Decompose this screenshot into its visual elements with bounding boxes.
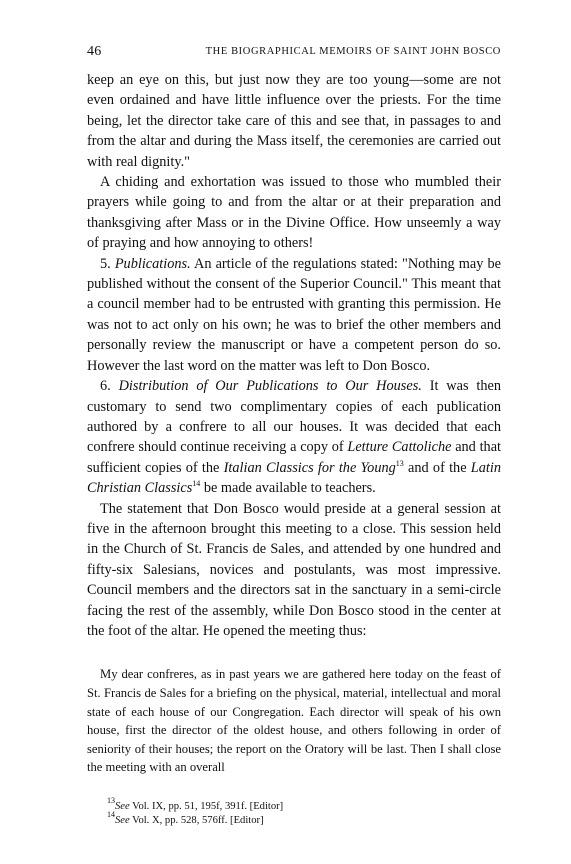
running-title: THE BIOGRAPHICAL MEMOIRS OF SAINT JOHN BOSCO xyxy=(205,46,501,57)
text-run: A chiding and exhortation was issued to those who mumbled their prayers while going to and from the altar or at their preparation and thanksgiving after Mass or in the Divine Office. How unseemly a way of praying and how annoying to others! xyxy=(87,174,501,252)
text-run: and that sufficient copies of the xyxy=(87,439,502,476)
text-run: 6. xyxy=(100,378,119,395)
text-run: It was then customary to send two complimentary copies of each publication authored by a confrere to all our houses. It was decided that each confrere should continue receiving a copy of xyxy=(87,378,501,456)
footnotes xyxy=(87,795,501,828)
paragraph xyxy=(87,499,501,642)
footnote-see: See xyxy=(115,800,130,812)
italic-text: Latin Christian Classics xyxy=(87,459,501,497)
quote-text: My dear confreres, as in past years we are gathered here today on the feast of St. Francis de Sales for a briefing on the physical, material, intellectual and moral state of each house of our Congregation. Each director will speak of his own house, first the director of the oldest house, and others following in order of seniority of their houses; the report on the Oratory will be last. Then I shall close the meeting with an overall xyxy=(87,667,501,775)
book-page xyxy=(87,44,501,828)
paragraph xyxy=(87,172,501,254)
paragraph xyxy=(87,376,501,498)
italic-text: Italian Classics for the Young xyxy=(223,459,396,476)
paragraph xyxy=(87,70,501,172)
footnote-text: Vol. X, pp. 528, 576ff. [Editor] xyxy=(129,814,264,826)
italic-text: Letture Cattoliche xyxy=(347,439,452,456)
footnote xyxy=(107,809,501,828)
text-run: be made available to teachers. xyxy=(200,480,376,497)
footnote-number: 13 xyxy=(107,795,115,805)
text-run: and of the xyxy=(403,459,471,476)
text-run: An article of the regulations stated: "Nothing may be published without the consent of the Superior Council." This meant that a council member had to be entrusted with granting this permission. He was not to act only on his own; he was to brief the other members and personally review the manuscript or have a competent person do so. However the last word on the matter was left to Don Bosco. xyxy=(87,255,501,374)
footnote xyxy=(107,795,501,814)
footnote-see: See xyxy=(115,814,130,826)
text-run: keep an eye on this, but just now they are too young—some are not even ordained and have little influence over the priests. For the time being, let the director take care of this and see that, in passages to and from the altar and during the Mass itself, the ceremonies are carried out with real dignity." xyxy=(87,72,501,170)
body-text xyxy=(87,70,501,641)
footnote-text: Vol. IX, pp. 51, 195f, 391f. [Editor] xyxy=(129,800,284,812)
block-quote xyxy=(87,665,501,777)
text-run: 5. xyxy=(100,255,115,272)
italic-text: Publications. xyxy=(114,255,191,272)
italic-text: Distribution of Our Publications to Our Houses. xyxy=(118,378,422,395)
page-header xyxy=(87,44,501,64)
page-number: 46 xyxy=(87,44,102,59)
text-run: The statement that Don Bosco would preside at a general session at five in the afternoon brought this meeting to a close. This session held in the Church of St. Francis de Sales, and attended by one hundred and fifty-six Salesians, novices and postulants, was most impressive. Council members and the directors sat in the sanctuary in a semi-circle facing the rest of the assembly, while Don Bosco stood in the center at the foot of the altar. He opened the meeting thus: xyxy=(87,500,501,639)
footnote-number: 14 xyxy=(107,809,115,819)
footnote-ref: 14 xyxy=(192,479,201,489)
paragraph xyxy=(87,254,501,376)
footnote-ref: 13 xyxy=(395,458,404,468)
